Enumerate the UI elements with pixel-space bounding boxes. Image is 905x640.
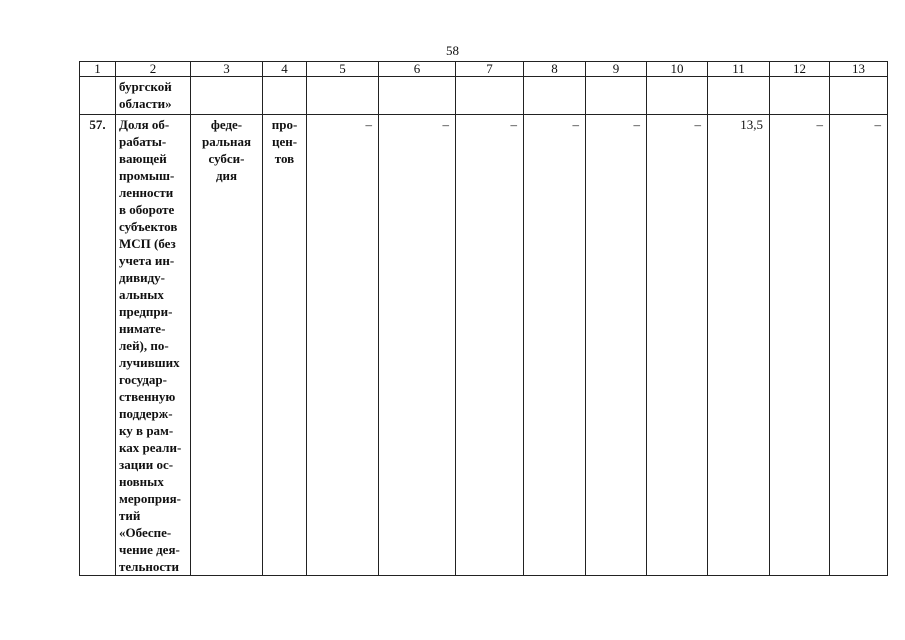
row-number <box>80 115 116 576</box>
column-header: 1 <box>80 62 116 77</box>
indicator-name-continued <box>116 77 191 115</box>
indicator-name-text: бургской области» <box>119 79 172 111</box>
column-header: 2 <box>116 62 191 77</box>
indicator-name <box>116 115 191 576</box>
table-cell <box>524 77 586 115</box>
value-cell <box>379 115 456 576</box>
table-cell <box>379 77 456 115</box>
unit-text: про- цен- тов <box>271 117 298 166</box>
value-text: 13,5 <box>740 117 763 132</box>
column-header: 9 <box>586 62 647 77</box>
value-cell <box>307 115 379 576</box>
column-header: 7 <box>456 62 524 77</box>
column-header: 5 <box>307 62 379 77</box>
table-cell <box>191 77 263 115</box>
table-cell <box>708 77 770 115</box>
row-number-text: 57. <box>89 117 106 132</box>
value-cell <box>456 115 524 576</box>
column-header: 13 <box>830 62 888 77</box>
value-cell <box>770 115 830 576</box>
funding-source <box>191 115 263 576</box>
funding-source-text: феде- ральная субси- дия <box>201 117 252 183</box>
table-cell <box>586 77 647 115</box>
indicator-table <box>79 61 888 576</box>
value-text: – <box>874 117 881 132</box>
value-cell <box>830 115 888 576</box>
page-number: 58 <box>446 43 459 58</box>
table-cell <box>770 77 830 115</box>
table-cell <box>456 77 524 115</box>
indicator-name-text: Доля об- рабаты- вающей промыш- ленности в обороте субъектов МСП (без учета ин- дивиду- альных предпри- нимате- лей), по- лучивших государ- ственную поддерж- ку в рам- ках реали- зации ос- новных мероприя- тий «Обеспе- чение дея- тельности <box>119 117 182 574</box>
column-header: 12 <box>770 62 830 77</box>
value-text: – <box>816 117 823 132</box>
value-text: – <box>694 117 701 132</box>
value-cell <box>708 115 770 576</box>
value-text: – <box>510 117 517 132</box>
value-cell <box>524 115 586 576</box>
column-header: 4 <box>263 62 307 77</box>
table-cell <box>647 77 708 115</box>
value-cell <box>647 115 708 576</box>
value-text: – <box>633 117 640 132</box>
value-text: – <box>572 117 579 132</box>
table-cell <box>830 77 888 115</box>
table-cell <box>263 77 307 115</box>
table-cell <box>80 77 116 115</box>
value-cell <box>586 115 647 576</box>
column-header: 6 <box>379 62 456 77</box>
table-cell <box>307 77 379 115</box>
unit-of-measure <box>263 115 307 576</box>
column-header: 8 <box>524 62 586 77</box>
table-row-continued <box>80 77 888 115</box>
table-row-57 <box>80 115 888 576</box>
value-text: – <box>442 117 449 132</box>
value-text: – <box>365 117 372 132</box>
column-header: 10 <box>647 62 708 77</box>
column-header: 3 <box>191 62 263 77</box>
column-number-header-row <box>80 62 888 77</box>
column-header: 11 <box>708 62 770 77</box>
